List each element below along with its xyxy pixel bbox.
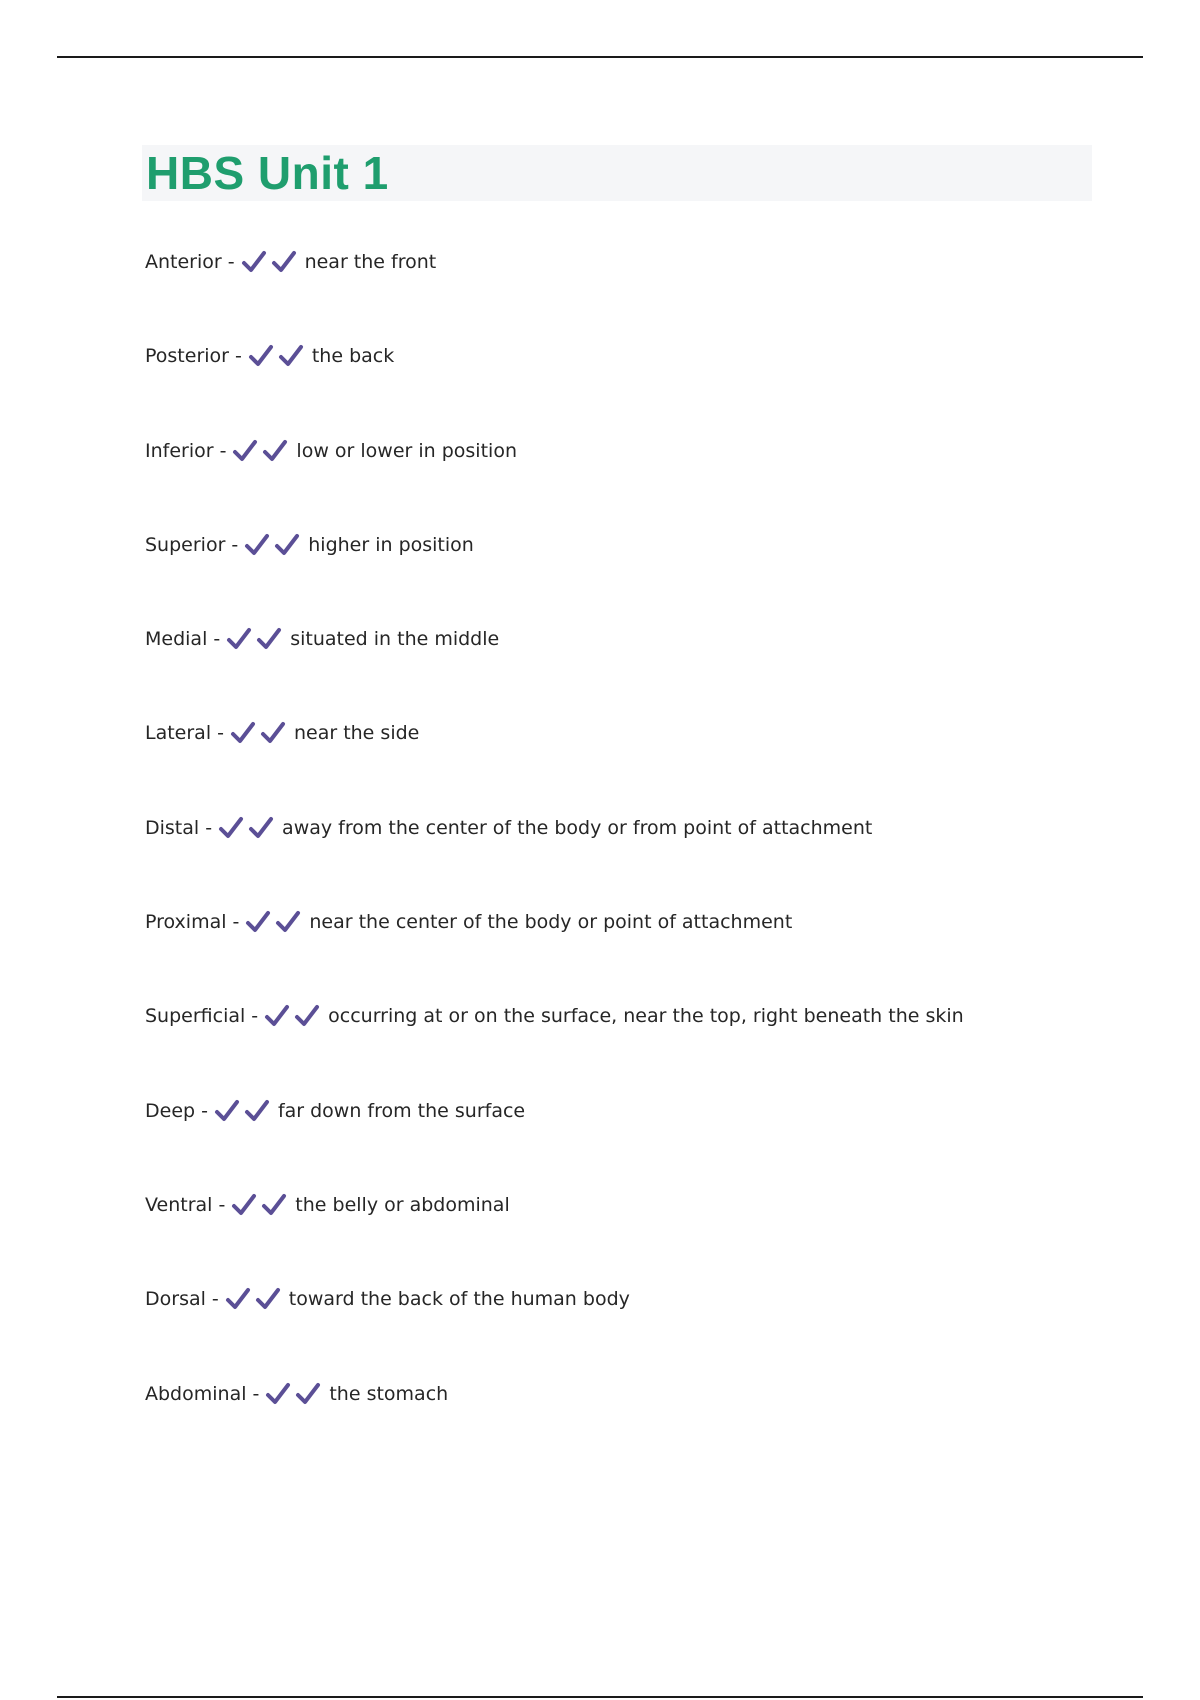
list-item [145,1381,1125,1475]
check-icon [230,720,256,746]
term-definition: higher in position [308,533,474,556]
title-band [142,145,1092,201]
term-definition: near the center of the body or point of attachment [309,911,793,934]
term-label: Anterior [145,251,222,273]
check-icon [225,1286,251,1312]
term-definition: near the side [293,722,420,745]
term-label: Posterior [145,345,229,368]
term-definition: the belly or abdominal [295,1193,510,1216]
term-definition: the stomach [329,1382,449,1405]
check-icons [214,1098,274,1124]
term-definition: far down from the surface [277,1099,526,1122]
check-icon [248,815,274,841]
check-icon [265,1381,291,1407]
term-definition: near the front [304,251,437,273]
check-icon [214,1098,240,1124]
check-icon [260,720,286,746]
list-item [145,1003,1125,1097]
check-icon [232,438,258,464]
term-separator: - [218,1193,226,1216]
check-icon [255,1286,281,1312]
term-label: Dorsal [145,1288,206,1311]
list-item [145,1192,1125,1286]
check-icons [225,1286,285,1312]
check-icon [261,1192,287,1218]
term-separator: - [251,1005,259,1028]
term-definition: the back [311,345,395,368]
list-item [145,720,1125,814]
check-icon [271,249,297,275]
check-icon [274,532,300,558]
term-separator: - [201,1099,208,1122]
term-separator: - [213,628,221,651]
check-icon [278,343,304,369]
check-icons [218,815,278,841]
term-label: Superior [145,533,226,556]
check-icon [294,1003,320,1029]
check-icon [264,1003,290,1029]
list-item [145,438,1125,532]
term-list [145,249,1125,1475]
check-icons [248,343,308,369]
check-icon [226,626,252,652]
list-item [145,532,1125,626]
term-label: Medial [145,628,208,651]
check-icons [226,626,286,652]
check-icons [230,720,290,746]
term-label: Abdominal [145,1382,247,1405]
term-separator: - [234,345,242,368]
list-item [145,815,1125,909]
footer-rule [57,1696,1143,1698]
term-definition: occurring at or on the surface, near the top, right beneath the skin [328,1005,964,1028]
check-icon [275,909,301,935]
check-icon [241,249,267,275]
term-label: Distal [145,816,200,839]
check-icons [264,1003,324,1029]
check-icons [231,1192,291,1218]
term-separator: - [219,439,227,462]
term-separator: - [205,816,213,839]
term-separator: - [252,1382,260,1405]
check-icons [244,532,304,558]
check-icon [245,909,271,935]
term-definition: situated in the middle [290,628,500,651]
list-item [145,1286,1125,1380]
check-icon [256,626,282,652]
header-rule [57,56,1143,58]
check-icon [218,815,244,841]
term-label: Inferior [145,439,214,462]
check-icon [244,532,270,558]
term-label: Superficial [145,1005,246,1028]
list-item [145,626,1125,720]
term-separator: - [231,533,239,556]
term-definition: away from the center of the body or from point of attachment [282,816,873,839]
check-icon [231,1192,257,1218]
page-title: HBS Unit 1 [146,147,389,199]
list-item [145,1098,1125,1192]
term-separator: - [211,1288,219,1311]
term-separator: - [232,911,240,934]
term-label: Proximal [145,911,227,934]
term-separator: - [227,251,235,273]
list-item [145,249,1125,343]
term-separator: - [217,722,224,745]
term-definition: low or lower in position [296,439,517,462]
check-icon [248,343,274,369]
check-icons [241,249,301,275]
check-icon [244,1098,270,1124]
term-definition: toward the back of the human body [288,1288,630,1311]
check-icons [245,909,305,935]
term-label: Lateral [145,722,212,745]
term-label: Ventral [145,1193,213,1216]
check-icons [265,1381,325,1407]
check-icon [295,1381,321,1407]
check-icon [262,438,288,464]
list-item [145,343,1125,437]
term-label: Deep [145,1099,196,1122]
list-item [145,909,1125,1003]
check-icons [232,438,292,464]
